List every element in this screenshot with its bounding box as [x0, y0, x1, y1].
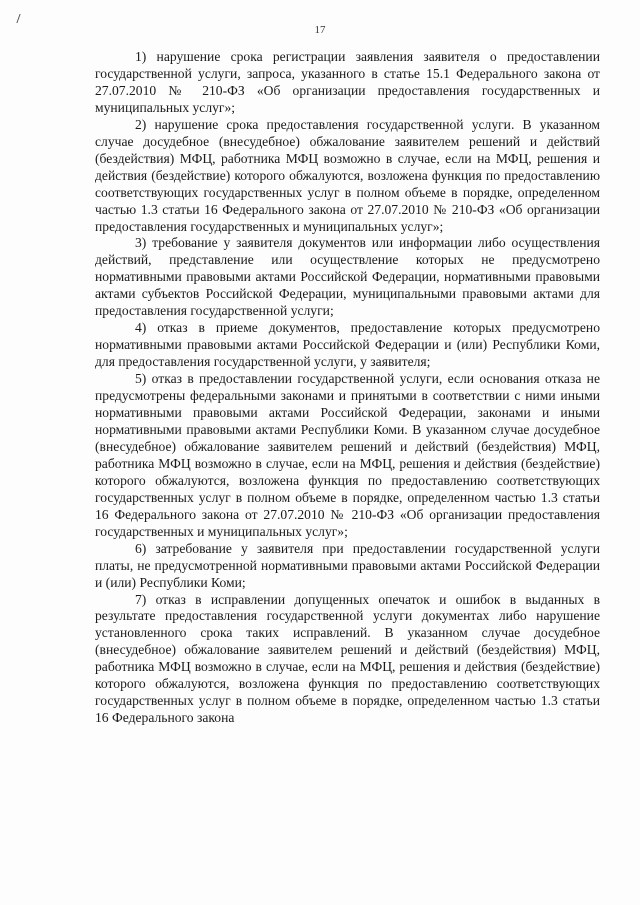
paragraph-item-2: 2) нарушение срока предоставления государственной услуги. В указанном случае досудебное (внесудебное) обжалование заявителем решений и действий (бездействия) МФЦ, работника МФЦ возможно в случае, если на МФЦ, решения и действия (бездействие) которого обжалуются, возложена функция по предоставлению соответствующих государственных услуг в полном объеме в порядке, определенном частью 1.3 статьи 16 Федерального закона от 27.07.2010 № 210-ФЗ «Об организации предоставления государственных и муниципальных услуг»; [95, 116, 600, 234]
paragraph-item-5: 5) отказ в предоставлении государственной услуги, если основания отказа не предусмотрены федеральными законами и принятыми в соответствии с ними иными нормативными правовыми актами Российской Федерации, законами и иными нормативными правовыми актами Республики Коми. В указанном случае досудебное (внесудебное) обжалование заявителем решений и действий (бездействия) МФЦ, работника МФЦ возможно в случае, если на МФЦ, решения и действия (бездействие) которого обжалуются, возложена функция по предоставлению соответствующих государственных услуг в полном объеме в порядке, определенном частью 1.3 статьи 16 Федерального закона от 27.07.2010 № 210-ФЗ «Об организации предоставления государственных и муниципальных услуг»; [95, 371, 600, 539]
paragraph-item-1: 1) нарушение срока регистрации заявления заявителя о предоставлении государственной услуги, запроса, указанного в статье 15.1 Федерального закона от 27.07.2010 № 210-ФЗ «Об организации предоставления государственных и муниципальных услуг»; [95, 49, 600, 115]
paragraph-item-4: 4) отказ в приеме документов, предоставление которых предусмотрено нормативными правовыми актами Российской Федерации и (или) Республики Коми, для предоставления государственной услуги, у заявителя; [95, 320, 600, 370]
paragraph-item-6: 6) затребование у заявителя при предоставлении государственной услуги платы, не предусмотренной нормативными правовыми актами Российской Федерации и (или) Республики Коми; [95, 540, 600, 590]
paragraph-item-7: 7) отказ в исправлении допущенных опечаток и ошибок в выданных в результате предоставления государственной услуги документах либо нарушение установленного срока таких исправлений. В указанном случае досудебное (внесудебное) обжалование заявителем решений и действий (бездействия) МФЦ, работника МФЦ возможно в случае, если на МФЦ, решения и действия (бездействие) которого обжалуются, возложена функция по предоставлению соответствующих государственных услуг в полном объеме в порядке, определенном частью 1.3 статьи 16 Федерального закона [95, 591, 600, 726]
page-number: 17 [314, 24, 326, 36]
document-body [95, 49, 600, 727]
scan-mark [16, 14, 25, 23]
paragraph-item-3: 3) требование у заявителя документов или информации либо осуществления действий, представление или осуществление которых не предусмотрено нормативными правовыми актами Российской Федерации, нормативными правовыми актами субъектов Российской Федерации, муниципальными правовыми актами для предоставления государственной услуги; [95, 235, 600, 319]
